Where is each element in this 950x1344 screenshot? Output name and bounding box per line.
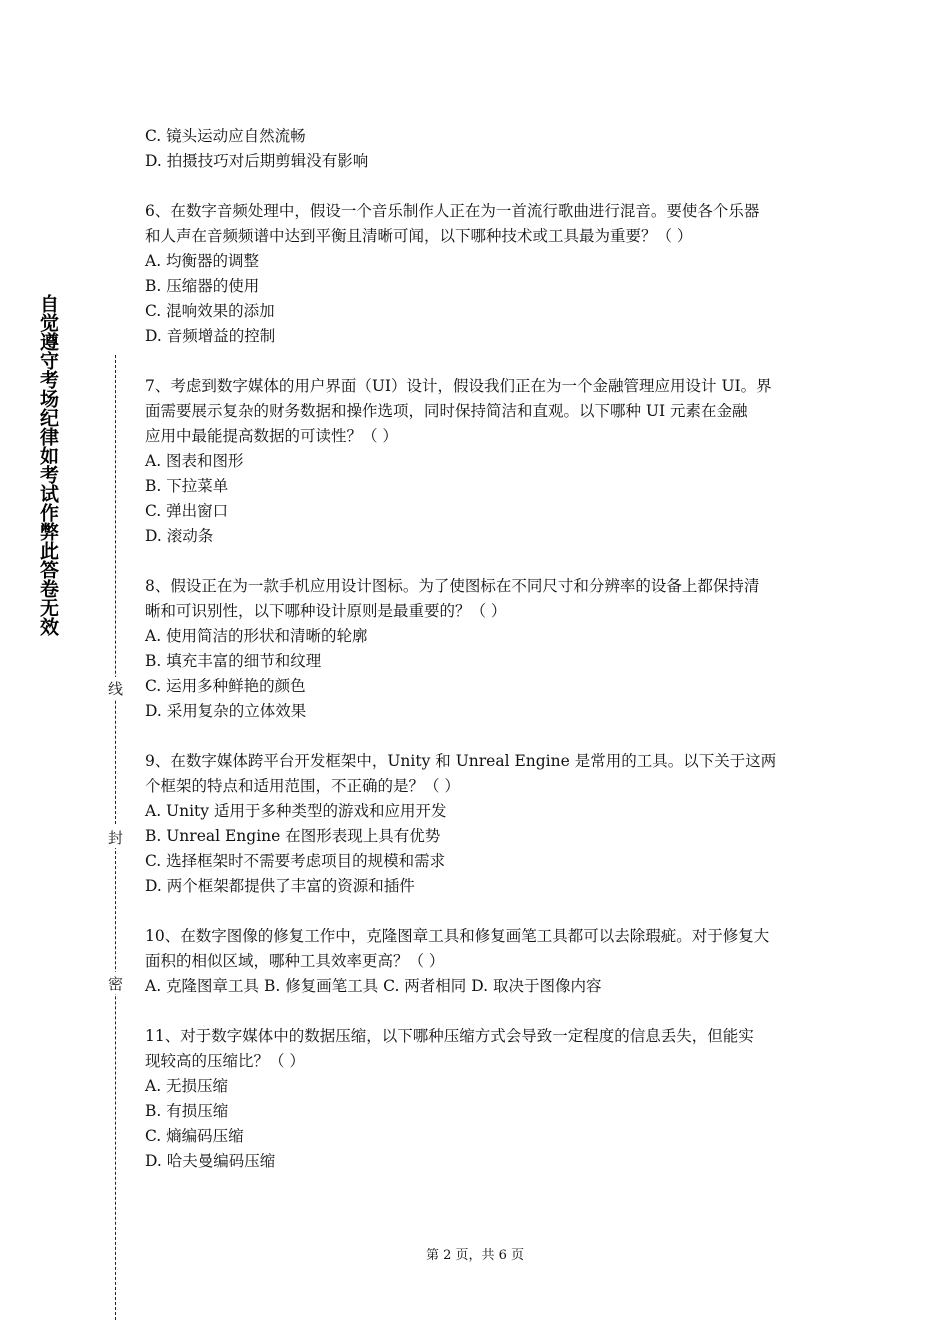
binding-label-seal: 封 (106, 826, 126, 848)
option-line: B. Unreal Engine 在图形表现上具有优势 (145, 827, 441, 845)
exam-discipline-warning: 自觉遵守考场纪律如考试作弊此答卷无效 (37, 294, 59, 636)
option-line: A. 图表和图形 (145, 452, 244, 470)
question-6 (145, 199, 815, 349)
question-stem-line: 面需要展示复杂的财务数据和操作选项，同时保持简洁和直观。以下哪种 UI 元素在金融 (145, 402, 748, 420)
option-line: A. 使用简洁的形状和清晰的轮廓 (145, 627, 368, 645)
option-line: D. 两个框架都提供了丰富的资源和插件 (145, 877, 415, 895)
question-stem-line: 10、在数字图像的修复工作中，克隆图章工具和修复画笔工具都可以去除瑕疵。对于修复大 (145, 927, 770, 945)
option-line: D. 拍摄技巧对后期剪辑没有影响 (145, 152, 369, 170)
question-stem-line: 面积的相似区域，哪种工具效率更高？（ ） (145, 952, 445, 970)
option-line: A. 克隆图章工具 B. 修复画笔工具 C. 两者相同 D. 取决于图像内容 (145, 977, 602, 995)
carryover-options (145, 124, 815, 174)
question-stem-line: 9、在数字媒体跨平台开发框架中，Unity 和 Unreal Engine 是常用的工具。以下关于这两 (145, 752, 777, 770)
option-line: C. 熵编码压缩 (145, 1127, 244, 1145)
binding-label-dense: 密 (106, 972, 126, 994)
question-8 (145, 574, 815, 724)
question-10 (145, 924, 815, 999)
question-7 (145, 374, 815, 549)
question-stem-line: 现较高的压缩比？（ ） (145, 1052, 305, 1070)
option-line: A. 无损压缩 (145, 1077, 229, 1095)
option-line: B. 有损压缩 (145, 1102, 229, 1120)
option-line: C. 选择框架时不需要考虑项目的规模和需求 (145, 852, 446, 870)
question-9 (145, 749, 815, 899)
option-line: C. 镜头运动应自然流畅 (145, 127, 306, 145)
question-stem-line: 应用中最能提高数据的可读性？（ ） (145, 427, 398, 445)
option-line: D. 音频增益的控制 (145, 327, 276, 345)
question-content (145, 124, 815, 1174)
option-line: B. 下拉菜单 (145, 477, 229, 495)
option-line: C. 弹出窗口 (145, 502, 229, 520)
option-line: A. 均衡器的调整 (145, 252, 260, 270)
option-line: A. Unity 适用于多种类型的游戏和应用开发 (145, 802, 447, 820)
option-line: B. 填充丰富的细节和纹理 (145, 652, 322, 670)
question-stem-line: 6、在数字音频处理中，假设一个音乐制作人正在为一首流行歌曲进行混音。要使各个乐器 (145, 202, 760, 220)
option-line: C. 运用多种鲜艳的颜色 (145, 677, 306, 695)
option-line: D. 采用复杂的立体效果 (145, 702, 307, 720)
option-line: D. 哈夫曼编码压缩 (145, 1152, 276, 1170)
option-line: C. 混响效果的添加 (145, 302, 275, 320)
option-line: D. 滚动条 (145, 527, 214, 545)
question-11 (145, 1024, 815, 1174)
option-line: B. 压缩器的使用 (145, 277, 260, 295)
binding-label-line: 线 (106, 677, 126, 699)
question-stem-line: 个框架的特点和适用范围，不正确的是？（ ） (145, 777, 460, 795)
question-stem-line: 11、对于数字媒体中的数据压缩，以下哪种压缩方式会导致一定程度的信息丢失，但能实 (145, 1027, 754, 1045)
question-stem-line: 8、假设正在为一款手机应用设计图标。为了使图标在不同尺寸和分辨率的设备上都保持清 (145, 577, 760, 595)
page-number-footer: 第 2 页，共 6 页 (425, 1248, 525, 1263)
question-stem-line: 7、考虑到数字媒体的用户界面（UI）设计，假设我们正在为一个金融管理应用设计 UI。界 (145, 377, 772, 395)
question-stem-line: 晰和可识别性，以下哪种设计原则是最重要的？（ ） (145, 602, 507, 620)
question-stem-line: 和人声在音频频谱中达到平衡且清晰可闻，以下哪种技术或工具最为重要？（ ） (145, 227, 693, 245)
